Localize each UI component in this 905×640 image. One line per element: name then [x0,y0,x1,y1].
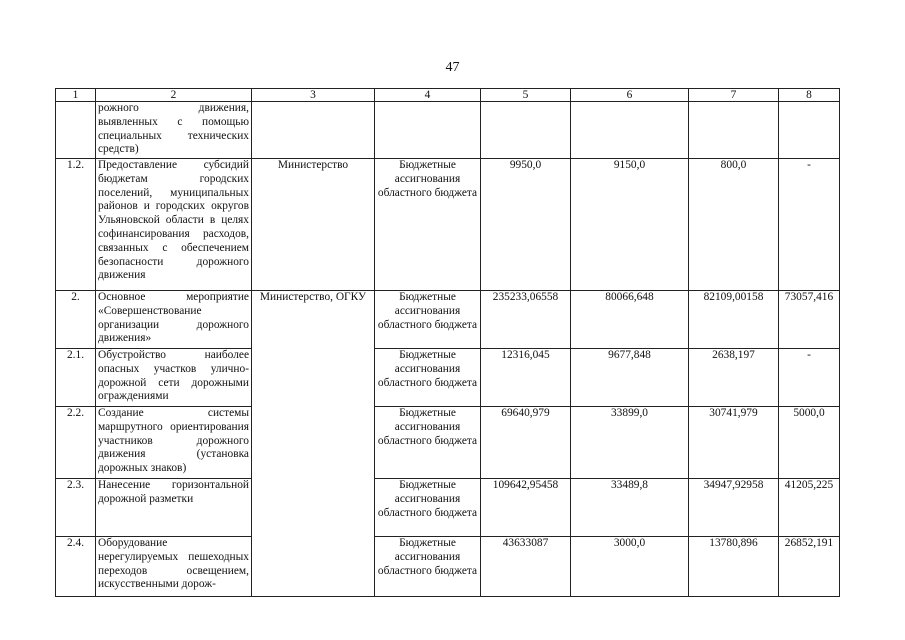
row-value-6 [571,102,689,159]
header-cell-1: 1 [56,89,96,102]
row-value-7 [689,102,779,159]
row-value-8: - [779,159,840,291]
header-cell-6: 6 [571,89,689,102]
row-value-7: 30741,979 [689,407,779,479]
row-value-6: 33899,0 [571,407,689,479]
row-value-7: 2638,197 [689,349,779,407]
header-cell-5: 5 [481,89,571,102]
row-number: 2.4. [56,537,96,597]
row-executor: Министерство [252,159,375,291]
row-value-5: 69640,979 [481,407,571,479]
row-source [375,102,481,159]
row-value-8: 26852,191 [779,537,840,597]
row-activity: рожного движения, выявленных с помощью специальных технических средств) [96,102,252,159]
row-value-7: 82109,00158 [689,291,779,349]
row-activity: Оборудование нерегулируемых пешеходных переходов освещением, искусственными дорож- [96,537,252,597]
row-number: 2.1. [56,349,96,407]
row-executor [252,102,375,159]
row-activity: Предоставление субсидий бюджетам городских поселений, муниципальных районов и городских округов Ульяновской области в целях софинансирования расходов, связанных с обеспечением безопасности дорожного движения [96,159,252,291]
row-value-8: 5000,0 [779,407,840,479]
header-cell-8: 8 [779,89,840,102]
row-activity: Создание системы маршрутного ориентирования участников дорожного движения (установка дорожных знаков) [96,407,252,479]
row-executor: Министерство, ОГКУ [252,291,375,597]
row-value-6: 9677,848 [571,349,689,407]
row-activity: Основное мероприятие «Совершенствование организации дорожного движения» [96,291,252,349]
row-source: Бюджетные ассигнования областного бюджета [375,537,481,597]
row-value-6: 9150,0 [571,159,689,291]
row-value-8 [779,102,840,159]
row-activity: Нанесение горизонтальной дорожной разметки [96,479,252,537]
row-value-7: 34947,92958 [689,479,779,537]
header-row [56,89,840,102]
row-number: 2.3. [56,479,96,537]
row-source: Бюджетные ассигнования областного бюджета [375,291,481,349]
row-source: Бюджетные ассигнования областного бюджета [375,479,481,537]
table-row [56,349,840,407]
header-cell-7: 7 [689,89,779,102]
table-row [56,407,840,479]
row-number: 2. [56,291,96,349]
row-number [56,102,96,159]
row-value-5: 9950,0 [481,159,571,291]
page-number: 47 [445,60,460,75]
row-value-5: 235233,06558 [481,291,571,349]
row-value-7: 13780,896 [689,537,779,597]
row-value-8: 41205,225 [779,479,840,537]
row-source: Бюджетные ассигнования областного бюджета [375,159,481,291]
row-value-6: 80066,648 [571,291,689,349]
table-row [56,159,840,291]
header-cell-3: 3 [252,89,375,102]
table-row [56,102,840,159]
row-value-5 [481,102,571,159]
table-row [56,537,840,597]
row-value-8: - [779,349,840,407]
program-table [55,88,840,597]
row-value-7: 800,0 [689,159,779,291]
row-number: 2.2. [56,407,96,479]
row-source: Бюджетные ассигнования областного бюджета [375,349,481,407]
row-source: Бюджетные ассигнования областного бюджета [375,407,481,479]
row-number: 1.2. [56,159,96,291]
header-cell-2: 2 [96,89,252,102]
row-value-8: 73057,416 [779,291,840,349]
row-value-5: 43633087 [481,537,571,597]
row-value-6: 33489,8 [571,479,689,537]
row-activity: Обустройство наиболее опасных участков улично-дорожной сети дорожными ограждениями [96,349,252,407]
table-row [56,479,840,537]
row-value-6: 3000,0 [571,537,689,597]
row-value-5: 12316,045 [481,349,571,407]
table-row [56,291,840,349]
row-value-5: 109642,95458 [481,479,571,537]
header-cell-4: 4 [375,89,481,102]
